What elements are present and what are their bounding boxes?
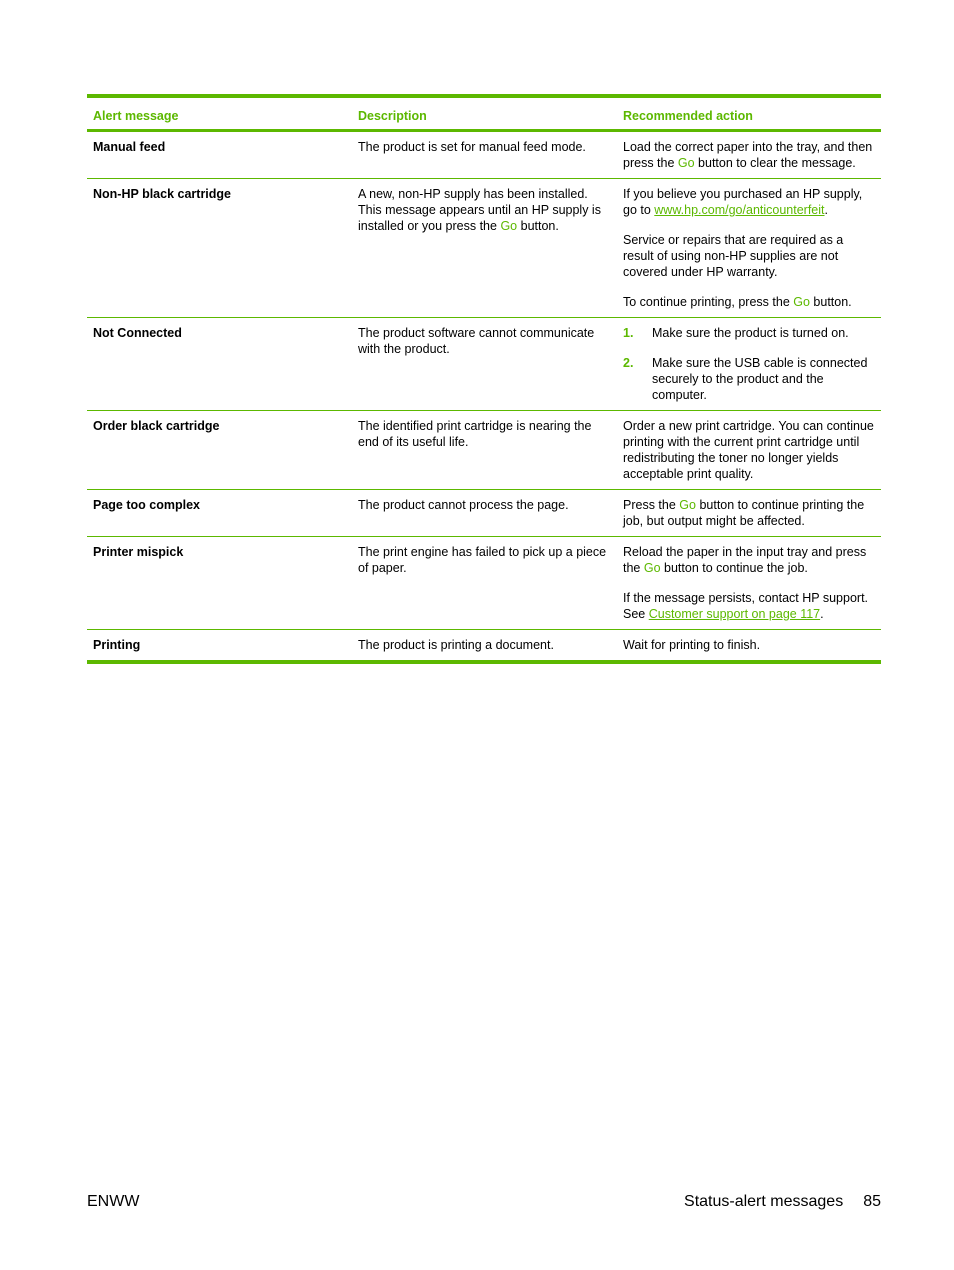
go-button-term: Go: [793, 295, 810, 309]
action-text: Service or repairs that are required as a result of using non-HP supplies are not covered under HP warranty.: [623, 233, 844, 279]
go-button-term: Go: [500, 219, 518, 233]
action-text: button.: [809, 295, 852, 309]
action-text: button to continue the job.: [660, 561, 808, 575]
action-text: .: [824, 203, 828, 217]
action-text: button to clear the message.: [694, 156, 856, 170]
alert-table: [87, 94, 881, 664]
table-row: [87, 178, 881, 317]
alert-message: Printing: [93, 638, 141, 652]
footer-section-title: Status-alert messages: [684, 1193, 844, 1210]
table-header-row: [87, 98, 881, 132]
description: [352, 179, 617, 317]
header-recommended-action: Recommended action: [623, 109, 753, 123]
steps-list: [623, 325, 875, 403]
recommended-action: [617, 537, 881, 629]
go-button-term: Go: [643, 561, 661, 575]
customer-support-link[interactable]: Customer support on page 117: [648, 607, 821, 621]
table-row: [87, 629, 881, 660]
table-row: [87, 132, 881, 178]
recommended-action: Wait for printing to finish.: [623, 638, 761, 652]
alert-message: Printer mispick: [93, 545, 184, 559]
description-text: button.: [517, 219, 559, 233]
description: The print engine has failed to pick up a piece of paper.: [358, 545, 607, 575]
description-text: A new, non-HP supply has been installed. This message appears until an HP supply is installed or you press the: [358, 187, 601, 233]
alert-message: Page too complex: [93, 498, 200, 512]
action-text: Press the: [623, 498, 680, 512]
action-text: If you believe you purchased an HP supply, go to: [623, 187, 863, 217]
anticounterfeit-link[interactable]: www.hp.com/go/anticounterfeit: [654, 203, 825, 217]
step-item: [623, 325, 875, 341]
alert-message: Manual feed: [93, 140, 166, 154]
table-row: [87, 536, 881, 629]
step-number: 1.: [623, 326, 634, 340]
action-text: If the message persists, contact HP support. See: [623, 591, 869, 621]
recommended-action: [617, 318, 881, 410]
recommended-action: [617, 490, 881, 536]
recommended-action: [617, 132, 881, 178]
page-number: 85: [863, 1193, 881, 1210]
description: The product is printing a document.: [358, 638, 554, 652]
description: The product is set for manual feed mode.: [358, 140, 586, 154]
step-text: Make sure the product is turned on.: [652, 326, 849, 340]
recommended-action: Order a new print cartridge. You can continue printing with the current print cartridge until redistributing the toner no longer yields acceptable print quality.: [623, 419, 874, 481]
action-text: Load the correct paper into the tray, and then press the: [623, 140, 873, 170]
description: The product cannot process the page.: [358, 498, 569, 512]
step-number: 2.: [623, 356, 634, 370]
go-button-term: Go: [679, 498, 696, 512]
action-text: To continue printing, press the: [623, 295, 794, 309]
action-text: button to continue printing the job, but output might be affected.: [623, 498, 865, 528]
step-text: Make sure the USB cable is connected securely to the product and the computer.: [652, 356, 868, 402]
footer-right: [684, 1193, 881, 1211]
alert-message: Order black cartridge: [93, 419, 220, 433]
table-row: [87, 410, 881, 489]
table-row: [87, 489, 881, 536]
alert-message: Non-HP black cartridge: [93, 187, 232, 201]
header-description: Description: [358, 109, 427, 123]
action-text: .: [820, 607, 824, 621]
table-row: [87, 317, 881, 410]
go-button-term: Go: [677, 156, 695, 170]
recommended-action: [617, 179, 881, 317]
description: The product software cannot communicate with the product.: [358, 326, 595, 356]
description: The identified print cartridge is nearing the end of its useful life.: [358, 419, 592, 449]
footer-left-label: ENWW: [87, 1193, 140, 1210]
alert-message: Not Connected: [93, 326, 182, 340]
action-text: Reload the paper in the input tray and press the: [623, 545, 867, 575]
header-alert-message: Alert message: [93, 109, 179, 123]
step-item: [623, 355, 875, 403]
page-footer: [87, 1193, 881, 1211]
